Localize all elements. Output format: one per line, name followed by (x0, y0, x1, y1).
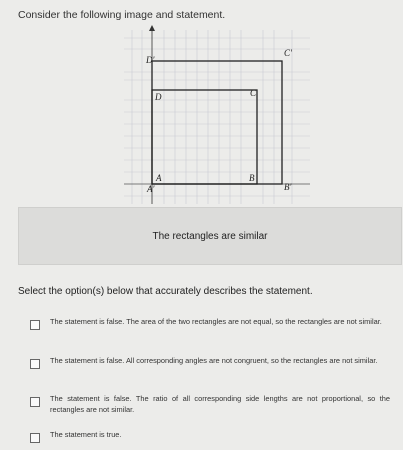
label-d-prime: D' (146, 55, 155, 65)
option-1-checkbox[interactable] (30, 320, 40, 330)
option-2-checkbox[interactable] (30, 359, 40, 369)
option-3-label: The statement is false. The ratio of all corresponding side lengths are not proportional, so the rectangles are not similar. (50, 394, 390, 414)
option-3-checkbox[interactable] (30, 397, 40, 407)
rectangles-figure (122, 22, 312, 208)
question-prompt: Consider the following image and statement. (18, 9, 226, 21)
rectangle-a-prime-b-prime-c-prime-d-prime (152, 61, 282, 184)
option-2[interactable] (30, 355, 390, 369)
coordinate-grid (122, 22, 312, 208)
label-c: C (250, 88, 257, 98)
statement-text: The rectangles are similar (152, 230, 268, 242)
label-d: D (155, 92, 162, 102)
option-4[interactable] (30, 429, 390, 443)
label-a: A (156, 173, 162, 183)
option-1-label: The statement is false. The area of the two rectangles are not equal, so the rectangles are not similar. (50, 317, 382, 326)
option-4-label: The statement is true. (50, 430, 122, 439)
label-c-prime: C' (284, 48, 292, 58)
label-b-prime: B' (284, 182, 292, 192)
instruction-text: Select the option(s) below that accurately describes the statement. (18, 286, 313, 297)
option-3[interactable] (30, 393, 390, 415)
label-b: B (249, 173, 255, 183)
option-2-label: The statement is false. All corresponding angles are not congruent, so the rectangles are not similar. (50, 356, 378, 365)
y-axis-arrow (149, 25, 155, 31)
option-1[interactable] (30, 316, 390, 330)
label-a-prime: A' (147, 184, 155, 194)
option-4-checkbox[interactable] (30, 433, 40, 443)
statement-box (18, 207, 402, 265)
